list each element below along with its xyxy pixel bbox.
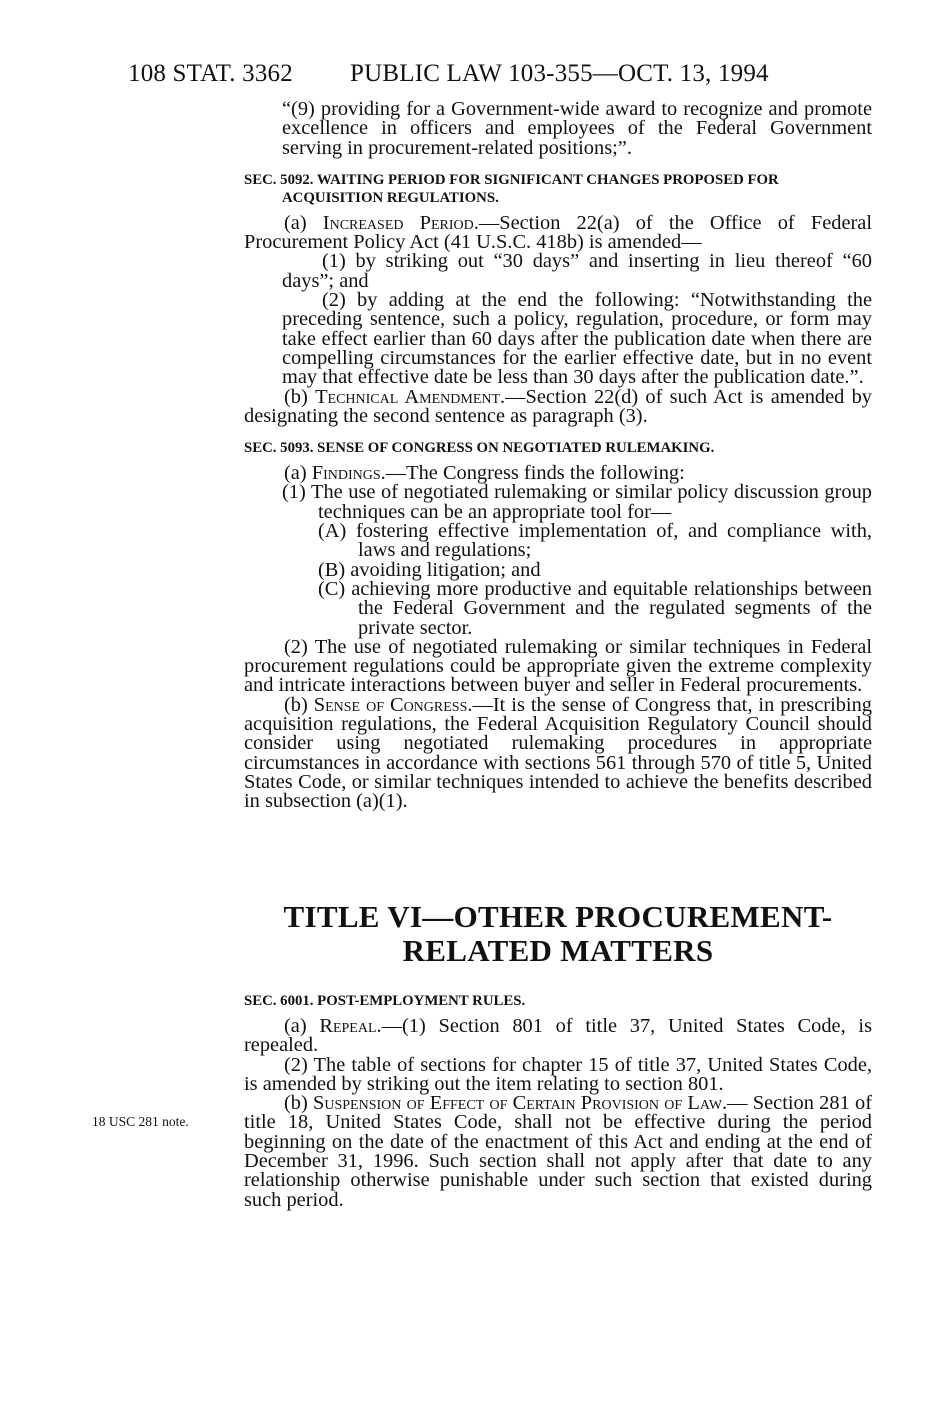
sec-5093-b-text: —It is the sense of Congress that, in prescribing acquisition regulations, the Federal Acquisition Regulatory Council should consider using negotiated rulemaking procedures in appropriate circumstances in accordance with sections 561 through 570 of title 5, United States Code, or similar techniques intended to achieve the benefits described in subsection (a)(1). [244, 693, 872, 813]
sec-6001-a-caption: Repeal. [319, 1015, 382, 1037]
sec-6001-a-text: —(1) Section 801 of title 37, United States Code, is repealed. [244, 1015, 873, 1057]
sec-5093-heading: SEC. 5093. SENSE OF CONGRESS ON NEGOTIATED RULEMAKING. [244, 440, 715, 457]
page-ref: 108 STAT. 3362 [128, 60, 293, 87]
law-ref: PUBLIC LAW 103-355—OCT. 13, 1994 [350, 60, 769, 87]
sec-5092-b-caption: Technical Amendment. [315, 385, 506, 408]
sec-6001-a-label: (a) [284, 1015, 307, 1037]
sec-5092-a-caption: Increased Period. [322, 211, 479, 234]
sec-5093-a-1: (1) The use of negotiated rulemaking or similar policy discussion group techniques can be an appropriate tool for— [282, 481, 872, 523]
title-vi-heading [244, 900, 872, 968]
sec-6001-b-caption: Suspension of Effect of Certain Provision of Law. [313, 1092, 728, 1115]
sec-6001-b-text: — Section 281 of title 18, United States Code, shall not be effective during the period beginning on the date of the enactment of this Act and ending at the end of December 31, 1996. Such section shall not apply after that date to any relationship otherwise punishable under such section that existed during such period. [244, 1092, 872, 1211]
sec-6001-b [244, 1094, 872, 1210]
sec-5092-a-2: (2) by adding at the end the following: “Notwithstanding the preceding sentence, such a policy, regulation, procedure, or form may take effect earlier than 60 days after the publication date when there are compelling circumstances for the earlier effective date, but in no event may that effective date be less than 30 days after the publication date.”. [282, 289, 872, 389]
sec-5092-b-text: —Section 22(d) of such Act is amended by designating the second sentence as paragraph (3). [244, 385, 872, 427]
sec-5092-a [244, 211, 873, 254]
sec-5093-a-text: —The Congress finds the following: [385, 462, 685, 485]
sec-5093-a-2: (2) The use of negotiated rulemaking or similar techniques in Federal procurement regulations could be appropriate given the extreme complexity and intricate interactions between buyer and seller in Federal procurements. [244, 635, 872, 697]
sec-5092-b-label: (b) [284, 385, 308, 408]
sec-6001-b-label: (b) [284, 1092, 308, 1115]
sec-5092-heading: SEC. 5092. WAITING PERIOD FOR SIGNIFICANT CHANGES PROPOSED FOR ACQUISITION REGULATIONS. [244, 171, 779, 206]
sec-5092-a-text: —Section 22(a) of the Office of Federal Procurement Policy Act (41 U.S.C. 418b) is amended— [244, 211, 873, 254]
sec-5093-a-1-B: (B) avoiding litigation; and [318, 558, 541, 581]
section-6001 [244, 992, 872, 1210]
sec-5092-a-1: (1) by striking out “30 days” and inserting in lieu thereof “60 days”; and [282, 250, 872, 292]
sec-5092-b [244, 385, 872, 427]
sec-6001-a [244, 1017, 872, 1056]
sec-5093-a-1-A: (A) fostering effective implementation of, and compliance with, laws and regulations; [318, 520, 872, 562]
sec-5093-a-caption: Findings. [311, 462, 386, 485]
title-vi-line-1: TITLE VI—OTHER PROCUREMENT- [283, 899, 833, 934]
sections-5092-5093 [244, 100, 872, 812]
para-9: “(9) providing for a Government-wide award to recognize and promote excellence in officers and employees of the Federal Government serving in procurement-related positions;”. [282, 98, 872, 159]
margin-note: 18 USC 281 note. [92, 1114, 189, 1129]
sec-5093-b-caption: Sense of Congress. [313, 693, 473, 716]
sec-6001-heading: SEC. 6001. POST-EMPLOYMENT RULES. [244, 993, 526, 1009]
title-vi-line-2: RELATED MATTERS [402, 933, 714, 968]
sec-5093-b-label: (b) [284, 693, 308, 716]
sec-6001-a-2: (2) The table of sections for chapter 15 of title 37, United States Code, is amended by striking out the item relating to section 801. [244, 1053, 872, 1095]
sec-5092-a-label: (a) [284, 211, 307, 234]
sec-5093-a-1-C: (C) achieving more productive and equitable relationships between the Federal Government and the regulated segments of the private sector. [318, 577, 872, 639]
sec-5093-b [244, 693, 872, 813]
sec-5093-a-label: (a) [284, 462, 307, 485]
